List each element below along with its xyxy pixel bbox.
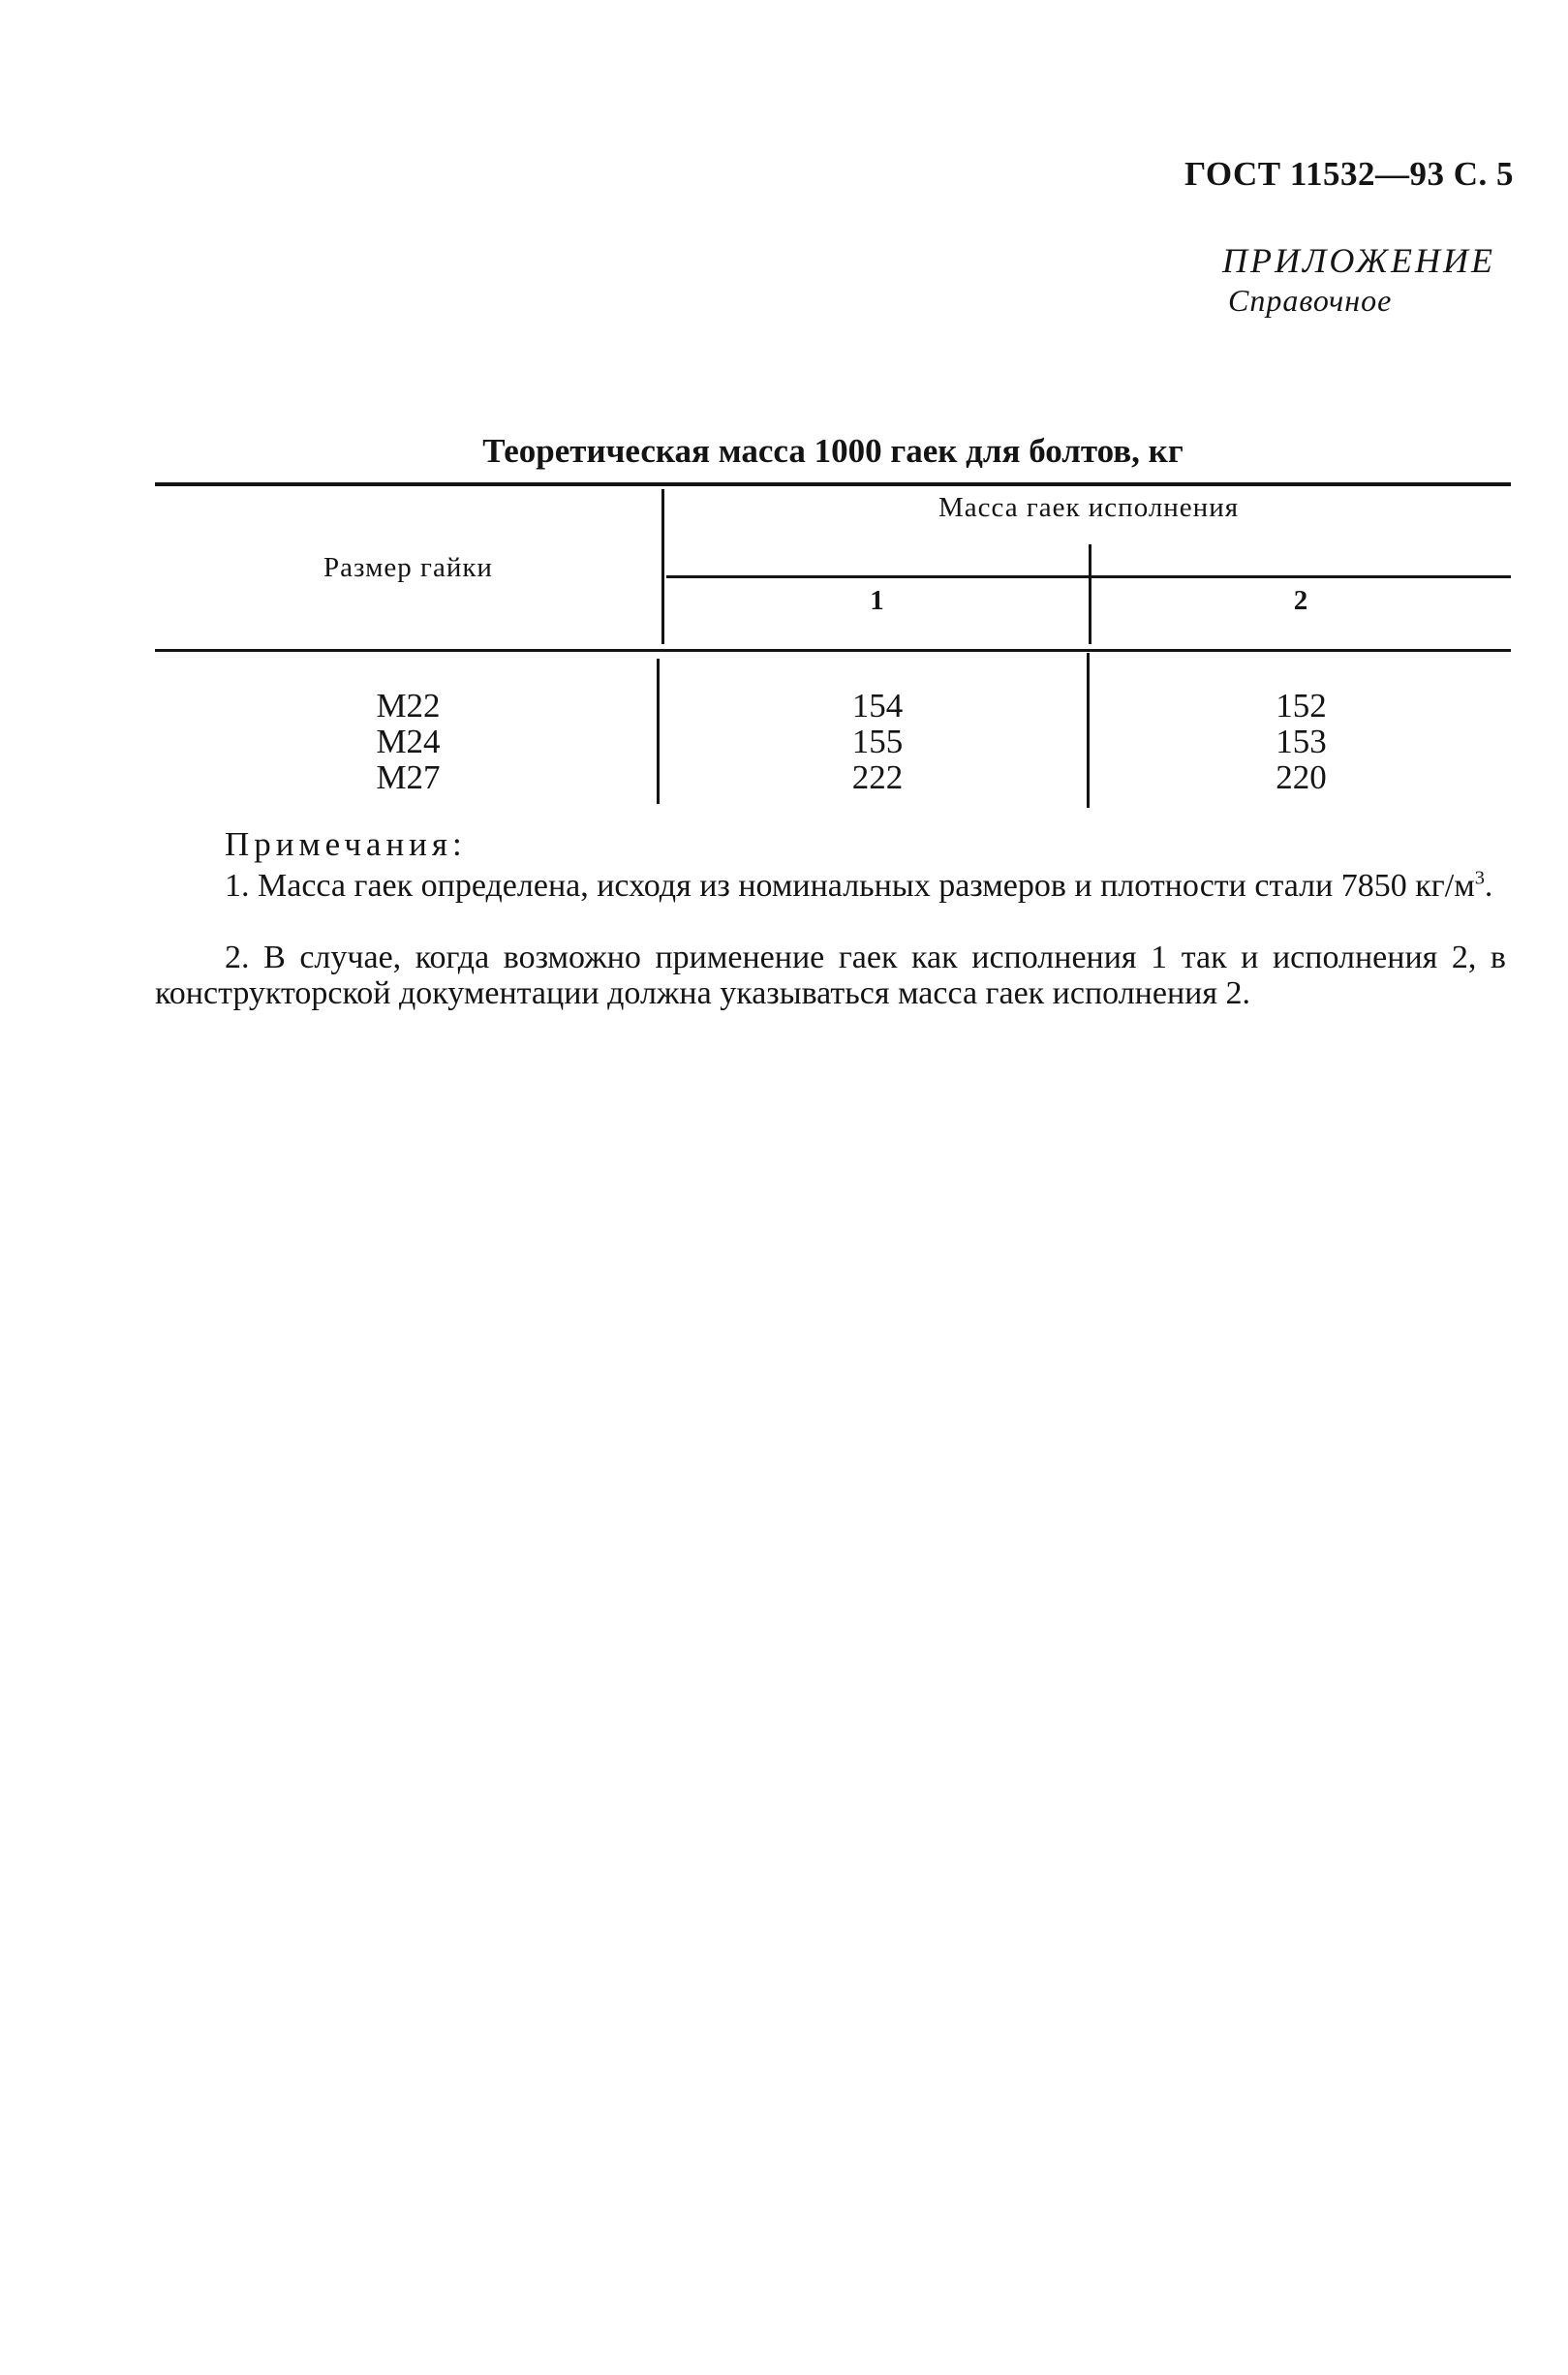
table-row-mass-1: 155	[851, 723, 904, 760]
table-row-mass-2: 152	[1276, 687, 1327, 725]
table-row-size: М22	[376, 687, 441, 725]
document-reference: ГОСТ 11532—93 С. 5	[1184, 155, 1514, 193]
table-row-mass-1: 154	[851, 687, 904, 725]
note-2: 2. В случае, когда возможно применение гаек как исполнения 1 так и исполнения 2, в конструкторской документации должна указываться масса гаек исполнения 2.	[155, 940, 1506, 1011]
col-1-values	[666, 688, 1089, 795]
table-caption: Теоретическая масса 1000 гаек для болтов, кг	[482, 432, 1184, 470]
appendix-subtitle: Справочное	[1228, 283, 1393, 318]
table-header-bottom-rule	[155, 649, 1511, 652]
note-1	[155, 868, 1506, 904]
col-2-values	[1091, 688, 1511, 795]
table-row-mass-2: 153	[1276, 723, 1327, 760]
table-row-mass-2: 220	[1276, 758, 1327, 796]
appendix-title: ПРИЛОЖЕНИЕ	[1222, 241, 1495, 280]
table-row-size: М27	[376, 758, 441, 796]
notes-title: Примечания:	[225, 825, 467, 863]
col-size-header: Размер гайки	[323, 552, 493, 583]
table-row-mass-1: 222	[851, 758, 904, 796]
note-1-end: .	[1484, 868, 1493, 904]
col-1-header: 1	[870, 585, 885, 616]
col-group-header: Масса гаек исполнения	[938, 492, 1240, 523]
col-2-header: 2	[1293, 585, 1309, 616]
col-size-values	[155, 688, 661, 795]
table-divider-size	[661, 489, 664, 644]
table-top-rule	[155, 482, 1511, 486]
note-1-superscript: 3	[1474, 867, 1485, 889]
note-1-text: 1. Масса гаек определена, исходя из номинальных размеров и плотности стали 7850 кг/м	[225, 868, 1475, 904]
table-row-size: М24	[376, 723, 441, 760]
